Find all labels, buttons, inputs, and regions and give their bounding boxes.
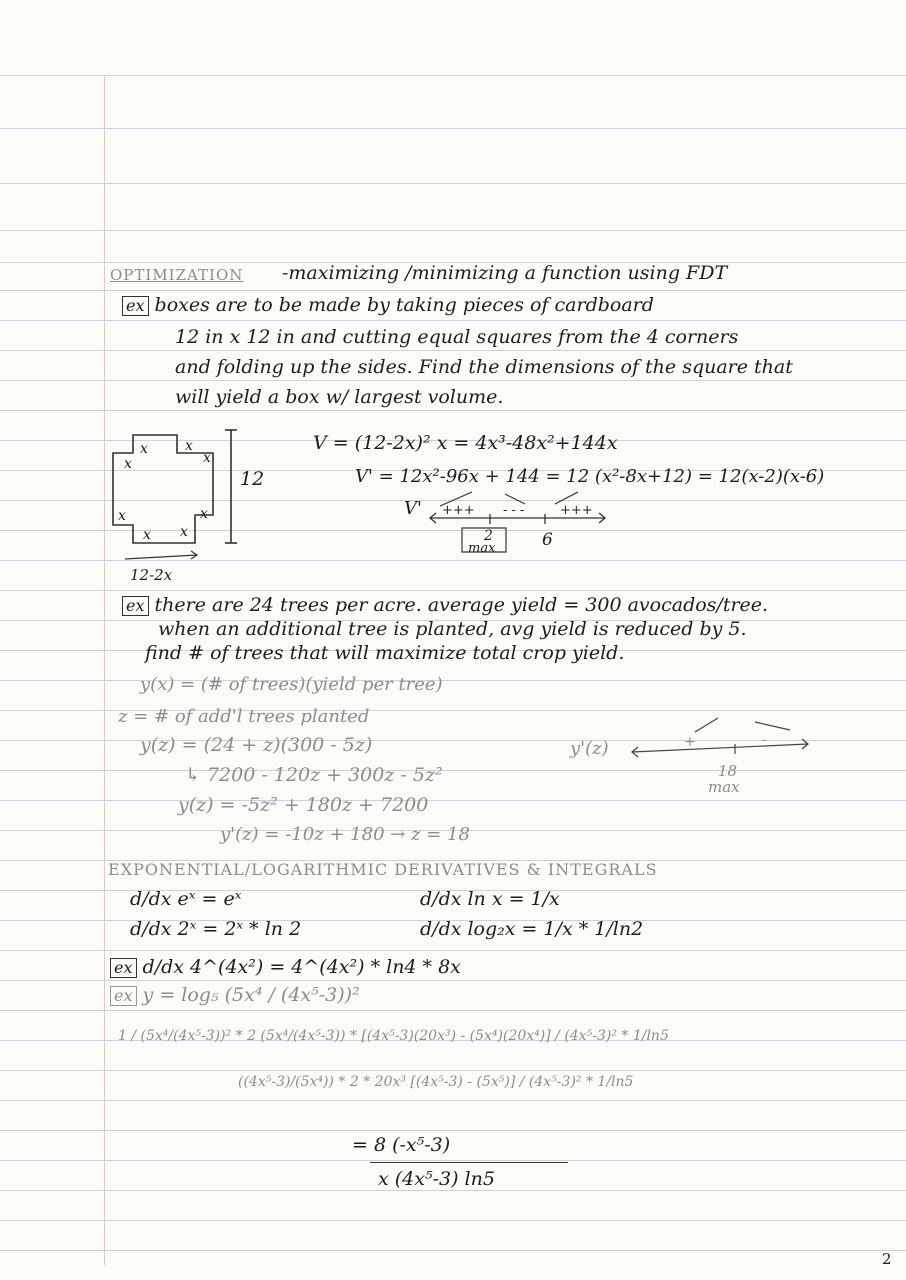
exponential-heading: EXPONENTIAL/LOGARITHMIC DERIVATIVES & INTEGRALS [108,860,658,879]
ruled-line [0,1160,906,1161]
optimization-subtitle: -maximizing /minimizing a function using FDT [282,262,728,284]
ruled-line [0,590,906,591]
ruled-line [0,230,906,231]
ruled-line [0,410,906,411]
ruled-line [0,1190,906,1191]
example-2-text-line-1: ex there are 24 trees per acre. average yield = 300 avocados/tree. [122,594,768,616]
chain-rule-step-1: 1 / (5x⁴/(4x⁵-3))² * 2 (5x⁴/(4x⁵-3)) * [(4x⁵-3)(20x³) - (5x⁴)(20x⁴)] / (4x⁵-3)² * 1/ln5 [118,1028,669,1044]
example-label: ex [122,296,149,316]
page-number: 2 [882,1250,892,1268]
ruled-line [0,1070,906,1071]
rule-exp-derivative: d/dx eˣ = eˣ [130,888,242,910]
ruled-line [0,290,906,291]
derivative-equation: V' = 12x²-96x + 144 = 12 (x²-8x+12) = 12(x-2)(x-6) [355,466,825,487]
diagram-x-label: x [185,438,193,454]
diagram-x-label: x [124,456,132,472]
yield-expansion: ↳ 7200 - 120z + 300z - 5z² [185,764,443,786]
ruled-line [0,183,906,184]
chain-rule-step-2: ((4x⁵-3)/(5x⁴)) * 2 * 20x³ [(4x⁵-3) - (5x⁵)] / (4x⁵-3)² * 1/ln5 [238,1074,634,1090]
margin-line [104,75,105,1265]
diagram-x-label: x [143,527,151,543]
ruled-line [0,680,906,681]
ruled-line [0,350,906,351]
yield-derivative: y'(z) = -10z + 180 → z = 18 [220,824,470,845]
ruled-line [0,75,906,76]
diagram-x-label: x [203,450,211,466]
sign-positive: + [684,734,696,750]
example-2-text-line-3: find # of trees that will maximize total crop yield. [145,642,625,664]
yield-definition: y(x) = (# of trees)(yield per tree) [140,674,443,695]
sign-chart-label: y'(z) [570,738,609,759]
diagram-base-label: 12-2x [130,566,173,584]
example-4: ex y = log₅ (5x⁴ / (4x⁵-3))² [110,984,360,1006]
max-note: max [708,778,740,796]
ruled-line [0,380,906,381]
sign-positive-left: +++ [442,503,475,518]
ruled-line [0,980,906,981]
diagram-side-label: 12 [240,468,265,490]
example-3: ex d/dx 4^(4x²) = 4^(4x²) * ln4 * 8x [110,956,461,978]
ruled-line [0,1250,906,1251]
rule-ln-derivative: d/dx ln x = 1/x [420,888,560,910]
sign-positive-right: +++ [560,503,593,518]
sign-chart-v-prime [400,486,620,556]
critical-point-18: 18 [718,762,738,780]
optimization-heading: OPTIMIZATION [110,266,244,284]
rule-log2-derivative: d/dx log₂x = 1/x * 1/ln2 [420,918,644,940]
ruled-line [0,128,906,129]
ruled-line [0,320,906,321]
example-1-text-line-1: ex boxes are to be made by taking pieces of cardboard [122,294,654,316]
critical-point-2: 2 [484,528,493,544]
yield-simplified: y(z) = -5z² + 180z + 7200 [178,794,429,816]
result-denominator: x (4x⁵-3) ln5 [378,1168,495,1190]
rule-base-2-derivative: d/dx 2ˣ = 2ˣ * ln 2 [130,918,302,940]
volume-equation: V = (12-2x)² x = 4x³-48x²+144x [313,432,618,454]
z-definition: z = # of add'l trees planted [118,706,370,727]
diagram-x-label: x [200,506,208,522]
example-1-text-line-2: 12 in x 12 in and cutting equal squares from the 4 corners [175,326,739,348]
ruled-line [0,800,906,801]
example-label: ex [110,986,137,1006]
diagram-x-label: x [118,508,126,524]
diagram-x-label: x [140,441,148,457]
critical-point-6: 6 [542,530,553,550]
example-label: ex [122,596,149,616]
sign-negative-middle: - - - [503,503,525,518]
fraction-bar [370,1162,568,1163]
example-2-text-line-2: when an additional tree is planted, avg yield is reduced by 5. [158,618,747,640]
max-note: max [468,541,496,556]
ruled-line [0,1100,906,1101]
example-label: ex [110,958,137,978]
sign-negative: - [762,732,767,748]
sign-chart-label: V' [404,498,422,519]
diagram-x-label: x [180,524,188,540]
example-1-text-line-4: will yield a box w/ largest volume. [175,386,504,408]
ruled-line [0,950,906,951]
result-numerator: = 8 (-x⁵-3) [352,1134,451,1156]
yield-function: y(z) = (24 + z)(300 - 5z) [140,734,373,756]
example-1-text-line-3: and folding up the sides. Find the dimensions of the square that [175,356,793,378]
ruled-line [0,1130,906,1131]
ruled-line [0,1220,906,1221]
ruled-line [0,1010,906,1011]
